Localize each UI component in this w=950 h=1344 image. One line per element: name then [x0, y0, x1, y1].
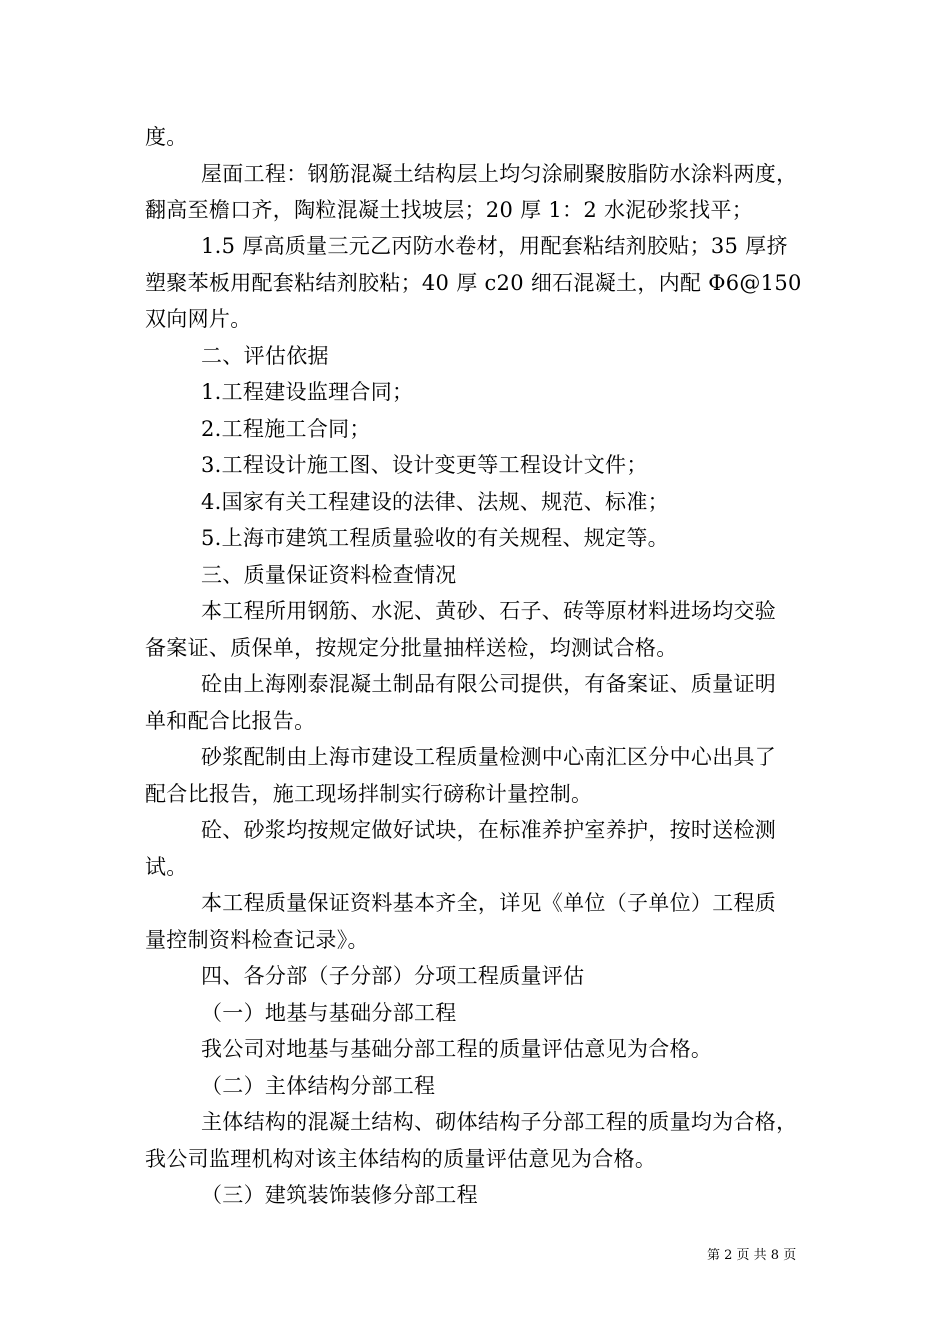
list-item: 1.工程建设监理合同； [201, 380, 414, 404]
page-number: 第 2 页 共 8 页 [707, 1248, 797, 1263]
text-line: 备案证、质保单，按规定分批量抽样送检，均测试合格。 [145, 636, 678, 660]
text-line: 屋面工程：钢筋混凝土结构层上均匀涂刷聚胺脂防水涂料两度， [201, 162, 798, 186]
text-line: 量控制资料检查记录》。 [145, 928, 369, 952]
text-line: 翻高至檐口齐，陶粒混凝土找坡层；20 厚 1：2 水泥砂浆找平； [145, 198, 754, 222]
section-heading: 三、质量保证资料检查情况 [201, 563, 457, 587]
section-heading: 二、评估依据 [201, 344, 329, 368]
section-heading: 四、各分部（子分部）分项工程质量评估 [201, 964, 585, 988]
list-item: 3.工程设计施工图、设计变更等工程设计文件； [201, 453, 648, 477]
text-line: 砼、砂浆均按规定做好试块，在标准养护室养护，按时送检测 [201, 818, 777, 842]
text-line: 我公司监理机构对该主体结构的质量评估意见为合格。 [145, 1147, 657, 1171]
text-line: 我公司对地基与基础分部工程的质量评估意见为合格。 [201, 1037, 713, 1061]
text-line: 主体结构的混凝土结构、砌体结构子分部工程的质量均为合格， [201, 1110, 798, 1134]
subsection-heading: （一）地基与基础分部工程 [201, 1001, 457, 1025]
text-line: 试。 [145, 855, 188, 879]
text-line: 砼由上海刚泰混凝土制品有限公司提供，有备案证、质量证明 [201, 672, 777, 696]
subsection-heading: （二）主体结构分部工程 [201, 1074, 436, 1098]
text-line: 本工程所用钢筋、水泥、黄砂、石子、砖等原材料进场均交验 [201, 599, 777, 623]
text-line: 本工程质量保证资料基本齐全，详见《单位（子单位）工程质 [201, 891, 777, 915]
text-line: 双向网片。 [145, 307, 252, 331]
text-line: 塑聚苯板用配套粘结剂胶粘；40 厚 c20 细石混凝土，内配 Φ6@150 [145, 271, 802, 295]
text-line: 度。 [145, 125, 188, 149]
text-line: 砂浆配制由上海市建设工程质量检测中心南汇区分中心出具了 [201, 745, 777, 769]
list-item: 5.上海市建筑工程质量验收的有关规程、规定等。 [201, 526, 669, 550]
text-line: 1.5 厚高质量三元乙丙防水卷材，用配套粘结剂胶贴；35 厚挤 [201, 234, 788, 258]
list-item: 2.工程施工合同； [201, 417, 371, 441]
text-line: 单和配合比报告。 [145, 709, 316, 733]
subsection-heading: （三）建筑装饰装修分部工程 [201, 1183, 478, 1207]
list-item: 4.国家有关工程建设的法律、法规、规范、标准； [201, 490, 669, 514]
text-line: 配合比报告，施工现场拌制实行磅称计量控制。 [145, 782, 593, 806]
